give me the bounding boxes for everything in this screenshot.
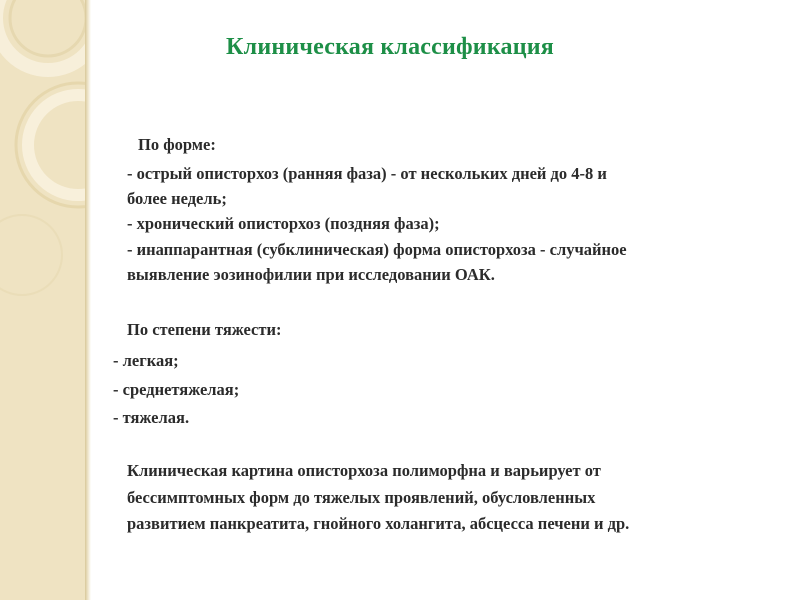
form-item-line: - острый описторхоз (ранняя фаза) - от нескольких дней до 4-8 и <box>127 164 607 183</box>
form-item-line: более недель; <box>127 189 227 208</box>
severity-item: - тяжелая. <box>113 408 190 427</box>
conclusion-line: Клиническая картина описторхоза полиморфна и варьирует от <box>127 461 601 480</box>
severity-heading: По степени тяжести: <box>127 320 282 339</box>
form-item-line: выявление эозинофилии при исследовании ОАК. <box>127 265 495 284</box>
conclusion-line: развитием панкреатита, гнойного холангита, абсцесса печени и др. <box>127 514 630 533</box>
conclusion-line: бессимптомных форм до тяжелых проявлений, обусловленных <box>127 488 596 507</box>
severity-item: - легкая; <box>113 351 179 370</box>
severity-item: - среднетяжелая; <box>113 380 240 399</box>
form-item-line: - хронический описторхоз (поздняя фаза); <box>127 214 440 233</box>
slide-title: Клиническая классификация <box>226 34 554 60</box>
form-item-line: - инаппарантная (субклиническая) форма описторхоза - случайное <box>127 240 627 259</box>
form-heading: По форме: <box>138 135 216 154</box>
